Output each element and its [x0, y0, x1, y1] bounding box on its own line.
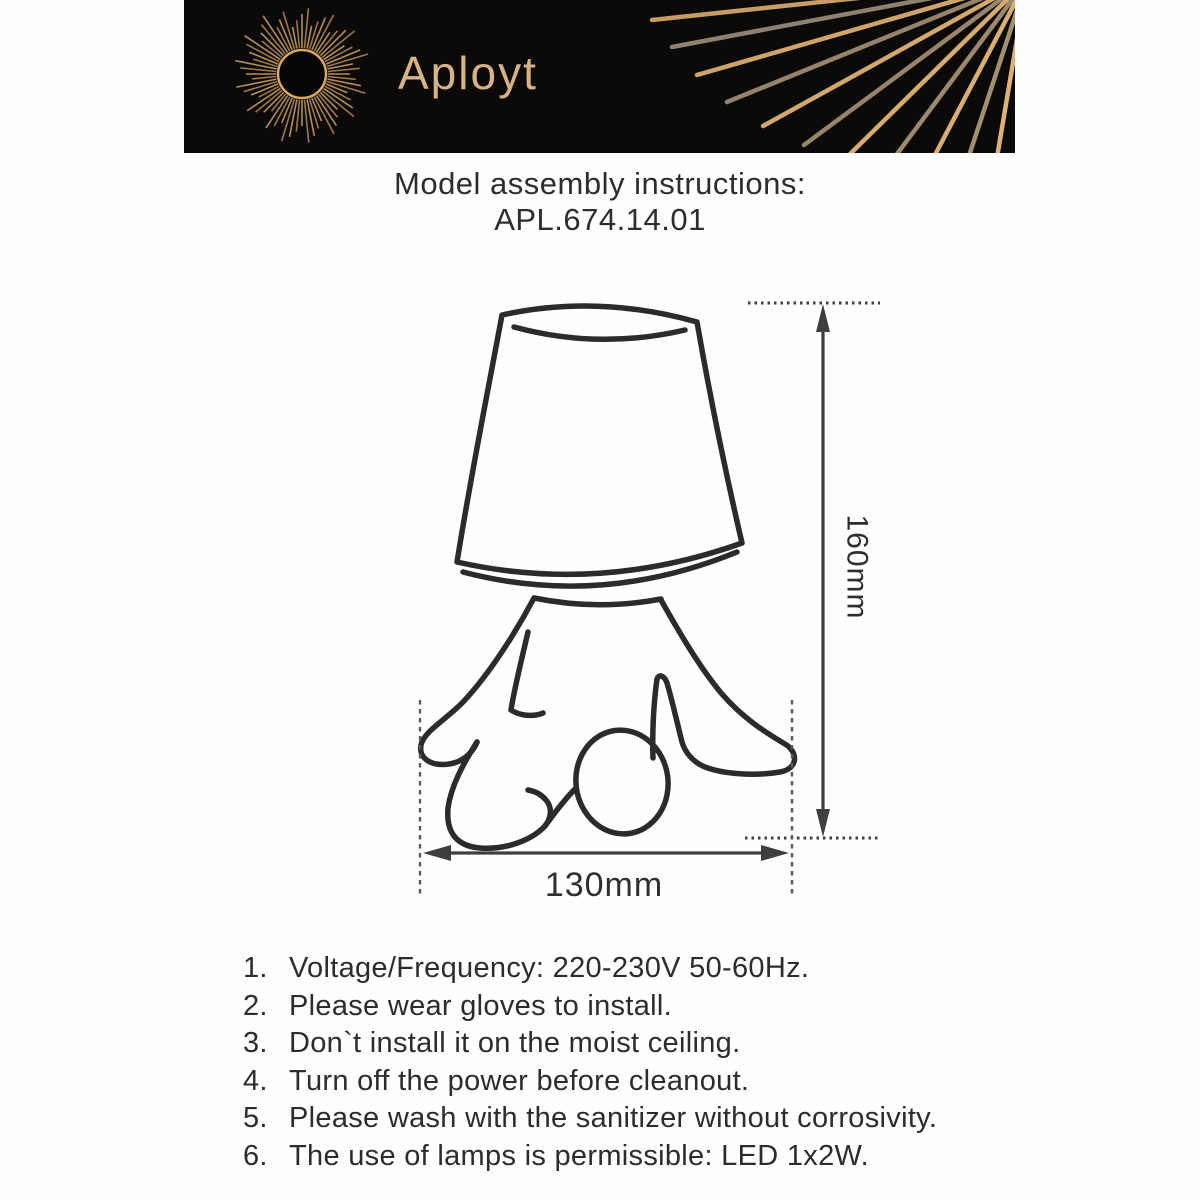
item-number: 6. [243, 1139, 268, 1172]
item-text: Please wash with the sanitizer without corrosivity. [289, 1102, 938, 1134]
item-number: 2. [243, 989, 268, 1022]
item-number: 4. [243, 1064, 268, 1097]
height-dimension-label: 160mm [840, 514, 874, 620]
arrow-left-icon [423, 845, 451, 861]
lamp-drawing [421, 306, 795, 848]
banner-decor [184, 0, 1015, 153]
figure-right-leg [653, 600, 795, 774]
page-title [0, 166, 1200, 238]
title-line1: Model assembly instructions: [394, 166, 806, 201]
sunburst-logo-icon [235, 8, 368, 142]
ray-fan-decor [652, 0, 1015, 153]
lamp-diagram [0, 280, 1200, 930]
instruction-item [243, 1025, 1163, 1063]
figure-ball [569, 724, 675, 840]
instruction-item [243, 1063, 1163, 1101]
brand-name: Aployt [398, 47, 538, 99]
instruction-item [243, 950, 1163, 988]
instruction-item [243, 988, 1163, 1026]
arrow-right-icon [761, 845, 789, 861]
brand-banner [184, 0, 1015, 153]
lampshade-outline [457, 306, 742, 574]
instruction-item [243, 1100, 1163, 1138]
item-text: Don`t install it on the moist ceiling. [289, 1027, 741, 1059]
arrow-up-icon [816, 304, 830, 332]
lampshade-top-rim [514, 327, 685, 339]
arrow-down-icon [816, 809, 830, 837]
width-dimension-label: 130mm [544, 866, 664, 904]
item-number: 1. [243, 952, 268, 984]
figure-arm-detail [511, 632, 543, 715]
item-text: The use of lamps is permissible: LED 1x2W. [289, 1139, 869, 1172]
item-number: 3. [243, 1027, 268, 1059]
item-number: 5. [243, 1102, 268, 1134]
figure-body-top [534, 598, 661, 605]
title-line2: APL.674.14.01 [494, 202, 706, 237]
item-text: Voltage/Frequency: 220-230V 50-60Hz. [289, 952, 810, 984]
instructions-list [243, 950, 1163, 1175]
item-text: Please wear gloves to install. [289, 989, 672, 1022]
instruction-item [243, 1138, 1163, 1176]
item-text: Turn off the power before cleanout. [289, 1064, 750, 1097]
